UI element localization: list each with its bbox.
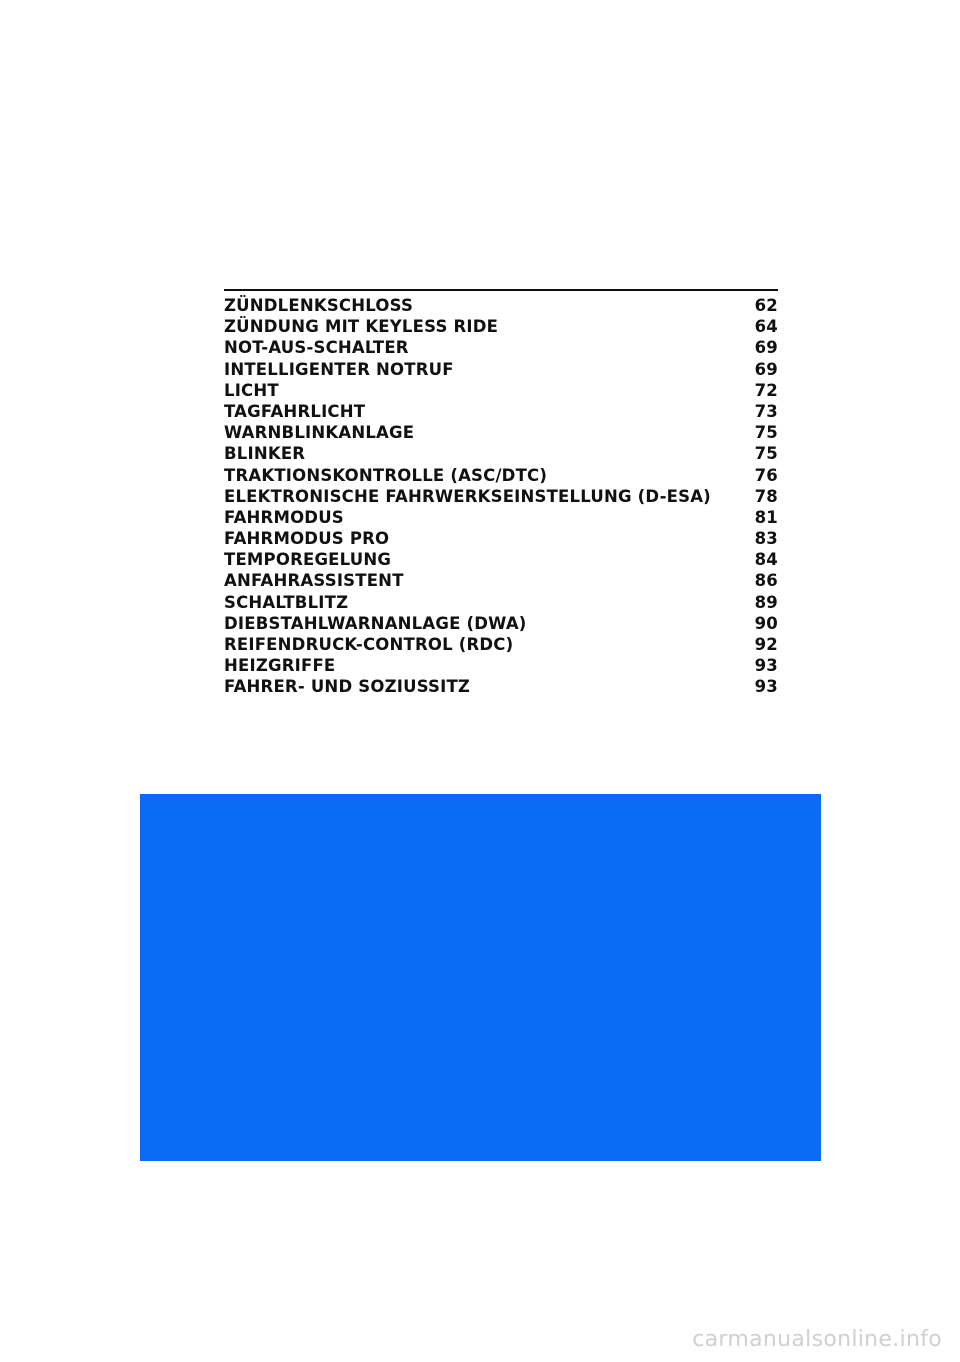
toc-entry-page: 64 — [754, 317, 778, 337]
toc-entry-page: 81 — [754, 507, 778, 527]
toc-entry-page: 92 — [754, 635, 778, 654]
toc-entry[interactable] — [224, 549, 778, 570]
toc-entry-page: 62 — [754, 296, 778, 315]
toc-entry[interactable] — [224, 634, 778, 655]
toc-entry-title: FAHRMODUS — [224, 507, 344, 527]
toc-entry[interactable] — [224, 613, 778, 634]
toc-entry[interactable] — [224, 422, 778, 443]
watermark-text: carmanualsonline.info — [692, 1327, 942, 1352]
toc-entry-title: TEMPOREGELUNG — [224, 550, 392, 570]
toc-entry[interactable] — [224, 316, 778, 337]
toc-entry-title: INTELLIGENTER NOTRUF — [224, 359, 454, 379]
toc-entry-page: 73 — [754, 401, 778, 421]
toc-entry[interactable] — [224, 570, 778, 591]
toc-entry-page: 83 — [754, 529, 778, 549]
toc-entry[interactable] — [224, 337, 778, 358]
toc-entry[interactable] — [224, 443, 778, 464]
toc-entry-title: ZÜNDUNG MIT KEYLESS RIDE — [224, 317, 499, 337]
toc-entry-page: 75 — [754, 423, 778, 443]
toc-entry-page: 76 — [754, 465, 778, 485]
toc-entry[interactable] — [224, 676, 778, 697]
table-of-contents — [224, 289, 778, 698]
toc-entry-page: 75 — [754, 444, 778, 464]
toc-entry-title: WARNBLINKANLAGE — [224, 423, 415, 443]
toc-entry-title: REIFENDRUCK-CONTROL (RDC) — [224, 635, 514, 654]
toc-entry-title: FAHRER- UND SOZIUSSITZ — [224, 677, 471, 697]
toc-entry-page: 89 — [754, 592, 778, 612]
toc-entry[interactable] — [224, 359, 778, 380]
toc-entry-title: BLINKER — [224, 444, 306, 464]
toc-entry[interactable] — [224, 528, 778, 549]
toc-entry-title: TRAKTIONSKONTROLLE (ASC/DTC) — [224, 465, 548, 485]
blue-panel — [140, 794, 821, 1161]
toc-entry[interactable] — [224, 295, 778, 316]
toc-entry-title: HEIZGRIFFE — [224, 656, 336, 676]
toc-entry-title: DIEBSTAHLWARNANLAGE (DWA) — [224, 613, 527, 633]
toc-entry-title: ZÜNDLENKSCHLOSS — [224, 296, 414, 315]
toc-entry[interactable] — [224, 507, 778, 528]
toc-entry[interactable] — [224, 465, 778, 486]
toc-entry-title: FAHRMODUS PRO — [224, 529, 390, 549]
toc-entry-page: 93 — [754, 677, 778, 697]
toc-entry-page: 84 — [754, 550, 778, 570]
toc-entry-title: TAGFAHRLICHT — [224, 401, 366, 421]
toc-entry[interactable] — [224, 401, 778, 422]
toc-entry[interactable] — [224, 592, 778, 613]
toc-entry-page: 93 — [754, 656, 778, 676]
toc-entry[interactable] — [224, 655, 778, 676]
toc-entry-title: SCHALTBLITZ — [224, 592, 349, 612]
toc-entry-title: ANFAHRASSISTENT — [224, 571, 404, 591]
toc-entry-page: 72 — [754, 380, 778, 400]
toc-entry-title: ELEKTRONISCHE FAHRWERKSEINSTELLUNG (D-ESA) — [224, 486, 711, 506]
toc-entry[interactable] — [224, 486, 778, 507]
toc-entry-page: 78 — [754, 486, 778, 506]
toc-entry-page: 86 — [754, 571, 778, 591]
toc-entry-page: 69 — [754, 359, 778, 379]
toc-entry-page: 69 — [754, 338, 778, 358]
toc-entry[interactable] — [224, 380, 778, 401]
toc-entry-page: 90 — [754, 613, 778, 633]
toc-entry-title: NOT-AUS-SCHALTER — [224, 338, 409, 358]
toc-entry-title: LICHT — [224, 380, 279, 400]
